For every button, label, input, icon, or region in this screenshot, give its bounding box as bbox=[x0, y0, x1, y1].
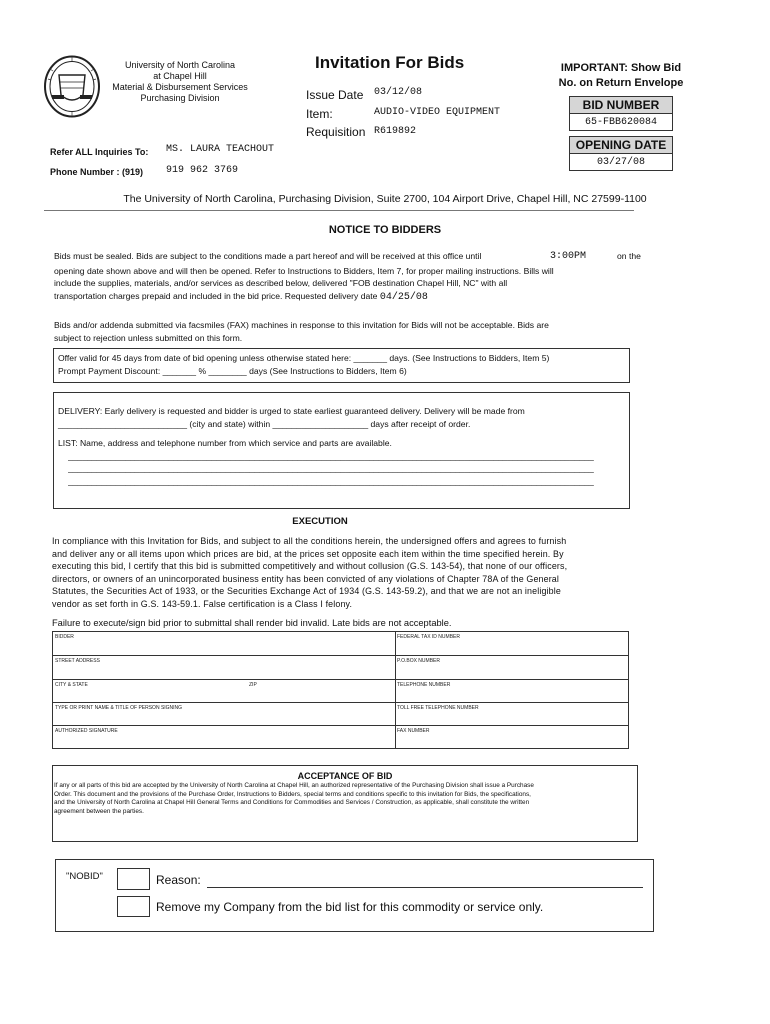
inquiries-label: Refer ALL Inquiries To: bbox=[50, 147, 149, 157]
failure-note: Failure to execute/sign bid prior to submittal shall render bid invalid. Late bids are not acceptable. bbox=[52, 618, 452, 628]
bidder-field[interactable]: BIDDER bbox=[55, 634, 74, 640]
execution-line: Statutes, the Securities Act of 1933, or the Securities Exchange Act of 1934 (G.S. 143-59.2), and that we are not an ineligible bbox=[52, 586, 561, 597]
issue-date-value: 03/12/08 bbox=[374, 87, 423, 98]
execution-line: directors, or owners of an unincorporated business entity has been convicted of any violations of Chapter 78A of the General bbox=[52, 573, 560, 584]
notice-line: opening date shown above and will then be opened. Refer to Instructions to Bidders, Item 7, for proper mailing instructions. Bills will bbox=[54, 265, 554, 276]
org-block bbox=[100, 60, 260, 104]
fax-field[interactable]: FAX NUMBER bbox=[397, 728, 430, 734]
acceptance-text bbox=[53, 781, 637, 816]
address-line: The University of North Carolina, Purchasing Division, Suite 2700, 104 Airport Drive, Chapel Hill, NC 27599-1100 bbox=[123, 193, 647, 205]
remove-label: Remove my Company from the bid list for this commodity or service only. bbox=[156, 900, 544, 914]
university-seal-logo bbox=[43, 55, 101, 118]
org-line: Purchasing Division bbox=[140, 93, 220, 103]
bidder-form bbox=[52, 631, 629, 749]
execution-text bbox=[52, 535, 632, 611]
reason-label: Reason: bbox=[156, 873, 201, 887]
delivery-line: DELIVERY: Early delivery is requested and bidder is urged to state earliest guaranteed delivery. Delivery will be made from bbox=[58, 406, 525, 416]
opening-date-box bbox=[569, 136, 673, 171]
requisition-value: R619892 bbox=[374, 126, 417, 137]
notice-line: include the supplies, materials, and/or services as described below, delivered "FOB destination Chapel Hill, NC" with all bbox=[54, 278, 508, 289]
item-label: Item: bbox=[306, 107, 333, 121]
form-divider-h bbox=[53, 702, 628, 703]
acceptance-line: If any or all parts of this bid are accepted by the University of North Carolina at Chapel Hill, an authorized representative of the Purchasing Division shall issue a Purchase bbox=[54, 782, 534, 789]
offer-box bbox=[53, 348, 630, 383]
acceptance-line: Order. This document and the provisions of the Purchase Order, Instructions to Bidders, special terms and conditions specific to this invitation for Bids, the specifications, bbox=[54, 790, 531, 798]
notice-text: Bids must be sealed. Bids are subject to the conditions made a part hereof and will be received at this office until bbox=[54, 251, 482, 261]
signer-name-field[interactable]: TYPE OR PRINT NAME & TITLE OF PERSON SIGNING bbox=[55, 705, 183, 711]
requisition-label: Requisition bbox=[306, 125, 366, 139]
notice-line: subject to rejection unless submitted on this form. bbox=[54, 332, 243, 343]
bid-number-value: 65-FBB620084 bbox=[584, 117, 657, 128]
opening-date-label: OPENING DATE bbox=[570, 137, 672, 154]
phone-label: Phone Number : (919) bbox=[50, 167, 144, 177]
execution-line: executing this bid, I certify that this bid is submitted competitively and without collusion (G.S. 143-54), that none of our officers, bbox=[52, 561, 568, 572]
item-value: AUDIO-VIDEO EQUIPMENT bbox=[374, 107, 501, 118]
acceptance-line: and the University of North Carolina at Chapel Hill General Terms and Conditions for Commodities and Services / Construction, as applicable, shall constitute the written bbox=[54, 799, 530, 807]
phone-value: 919 962 3769 bbox=[166, 165, 239, 176]
notice-text: on the bbox=[617, 251, 641, 261]
acceptance-line: agreement between the parties. bbox=[54, 807, 144, 815]
reason-input[interactable] bbox=[207, 887, 643, 888]
issue-date-label: Issue Date bbox=[306, 88, 364, 102]
document-title: Invitation For Bids bbox=[315, 53, 465, 72]
nobid-label: "NOBID" bbox=[66, 871, 103, 882]
form-divider-h bbox=[53, 725, 628, 726]
org-line: at Chapel Hill bbox=[153, 71, 207, 81]
closing-time: 3:00PM bbox=[550, 251, 587, 262]
form-divider-h bbox=[53, 655, 628, 656]
notice-line: Bids and/or addenda submitted via facsmiles (FAX) machines in response to this invitation for Bids will not be acceptable. Bids are bbox=[54, 320, 549, 330]
execution-line: and deliver any or all items upon which prices are bid, at the prices set opposite each item within the time specified herein. By bbox=[52, 548, 564, 559]
notice-line bbox=[54, 250, 654, 263]
execution-heading: EXECUTION bbox=[292, 516, 348, 527]
street-address-field[interactable]: STREET ADDRESS bbox=[55, 658, 100, 664]
list-line: LIST: Name, address and telephone number from which service and parts are available. bbox=[58, 438, 392, 449]
notice-paragraph-2 bbox=[54, 319, 654, 344]
city-state-field[interactable]: CITY & STATE bbox=[55, 682, 88, 688]
list-blank[interactable]: ______________________________________________________________________________________________________________ bbox=[68, 463, 594, 474]
execution-line: vendor as set forth in G.S. 143-59.1. False certification is a Class I felony. bbox=[52, 598, 353, 609]
toll-free-field[interactable]: TOLL FREE TELEPHONE NUMBER bbox=[397, 705, 479, 711]
notice-text: transportation charges prepaid and included in the bid price. Requested delivery date bbox=[54, 290, 378, 301]
delivery-line: ___________________________ (city and state) within ____________________ days after receipt of order. bbox=[58, 418, 471, 429]
opening-date-value: 03/27/08 bbox=[596, 157, 645, 168]
offer-line: Prompt Payment Discount: _______ % ________ days (See Instructions to Bidders, Item 6) bbox=[58, 365, 407, 376]
list-blank[interactable]: ______________________________________________________________________________________________________________ bbox=[68, 450, 594, 461]
important-note bbox=[546, 61, 696, 91]
federal-tax-id-field[interactable]: FEDERAL TAX ID NUMBER bbox=[397, 634, 460, 640]
po-box-field[interactable]: P.O.BOX NUMBER bbox=[397, 658, 440, 664]
important-line: No. on Return Envelope bbox=[558, 77, 684, 89]
org-line: University of North Carolina bbox=[124, 60, 236, 70]
notice-heading: NOTICE TO BIDDERS bbox=[328, 224, 442, 236]
form-divider-v bbox=[395, 632, 396, 748]
org-line: Material & Disbursement Services bbox=[112, 82, 248, 92]
telephone-field[interactable]: TELEPHONE NUMBER bbox=[397, 682, 451, 688]
bid-number-label: BID NUMBER bbox=[570, 97, 672, 114]
offer-line: Offer valid for 45 days from date of bid opening unless otherwise stated here: _______ days. (See Instructions to Bidders, Item 5) bbox=[58, 353, 550, 363]
notice-line bbox=[54, 290, 654, 305]
notice-paragraph-1 bbox=[54, 250, 654, 304]
acceptance-heading: ACCEPTANCE OF BID bbox=[297, 771, 393, 781]
inquiries-value: MS. LAURA TEACHOUT bbox=[166, 144, 275, 155]
zip-field[interactable]: ZIP bbox=[249, 682, 257, 688]
bid-number-box bbox=[569, 96, 673, 131]
delivery-box bbox=[53, 392, 630, 509]
nobid-box bbox=[55, 859, 654, 932]
remove-checkbox[interactable] bbox=[117, 896, 150, 917]
nobid-checkbox[interactable] bbox=[117, 868, 150, 890]
delivery-date: 04/25/08 bbox=[379, 291, 428, 303]
signature-field[interactable]: AUTHORIZED SIGNATURE bbox=[55, 728, 118, 734]
execution-line: In compliance with this Invitation for Bids, and subject to all the conditions herein, the undersigned offers and agrees to furnish bbox=[52, 536, 567, 546]
important-line: IMPORTANT: Show Bid bbox=[560, 62, 682, 74]
acceptance-box bbox=[52, 765, 638, 842]
list-blank[interactable]: ______________________________________________________________________________________________________________ bbox=[68, 475, 594, 486]
form-divider-h bbox=[53, 679, 628, 680]
divider bbox=[44, 210, 634, 211]
